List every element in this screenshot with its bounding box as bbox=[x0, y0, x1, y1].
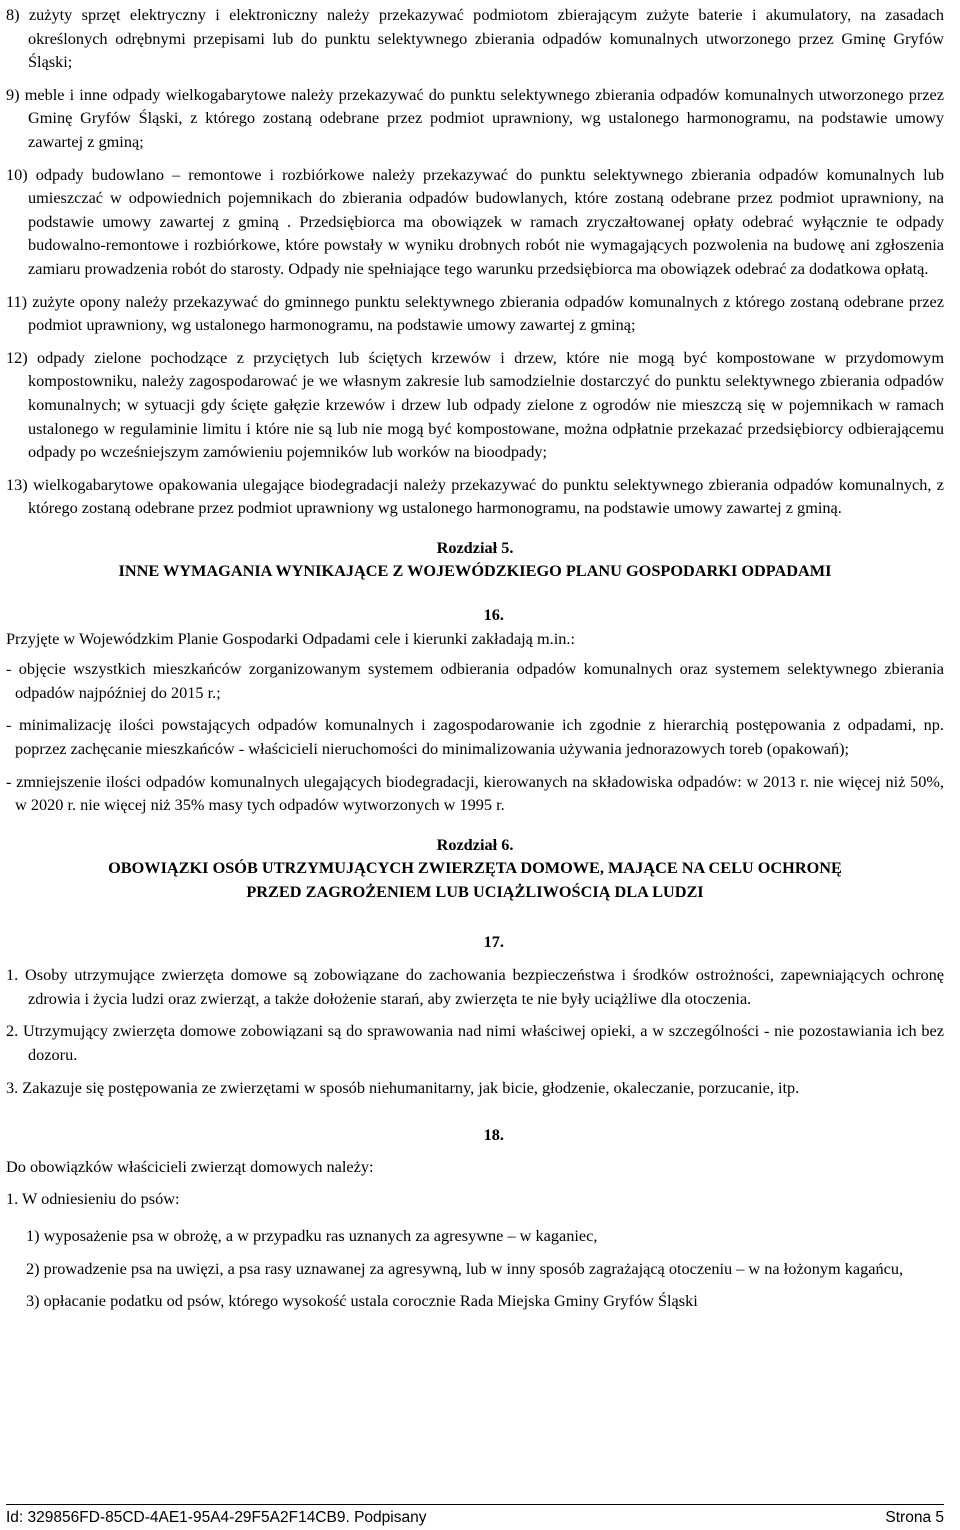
chapter-title-line-2: PRZED ZAGROŻENIEM LUB UCIĄŻLIWOŚCIĄ DLA LUDZI bbox=[246, 882, 704, 901]
document-page bbox=[6, 3, 944, 1322]
list-item: - minimalizację ilości powstających odpadów komunalnych i zagospodarowanie ich zgodnie z hierarchią postępowania z odpadami, np. poprzez zachęcanie mieszkańców - właścicieli nieruchomości do minimalizowania używania jednorazowych toreb (opakowań); bbox=[6, 715, 944, 759]
section-number: 18. bbox=[483, 1125, 504, 1145]
section-intro: Do obowiązków właścicieli zwierząt domowych należy: bbox=[6, 1156, 374, 1176]
list-item: 3. Zakazuje się postępowania ze zwierzętami w sposób niehumanitarny, jak bicie, głodzenie, okaleczanie, porzucanie, itp. bbox=[6, 1077, 800, 1097]
list-item: 11) zużyte opony należy przekazywać do gminnego punktu selektywnego zbierania odpadów komunalnych z którego zostaną odebrane przez podmiot uprawniony, wg ustalonego harmonogramu, na podstawie umowy zawartej z gminą; bbox=[6, 291, 944, 335]
page-number: Strona 5 bbox=[885, 1509, 944, 1526]
list-item: 13) wielkogabarytowe opakowania ulegające biodegradacji należy przekazywać do punktu selektywnego zbierania odpadów komunalnych, z którego zostaną odebrane przez podmiot uprawniony wg ustalonego harmonogramu, na podstawie umowy zawartej z gminą. bbox=[6, 474, 944, 518]
page-footer bbox=[6, 1504, 944, 1528]
sub-heading: 1. W odniesieniu do psów: bbox=[6, 1189, 180, 1209]
list-item: 9) meble i inne odpady wielkogabarytowe należy przekazywać do punktu selektywnego zbierania odpadów komunalnych utworzonego przez Gminę Gryfów Śląski, z którego zostaną odebrane przez podmiot uprawniony, wg ustalonego harmonogramu, na podstawie umowy zawartej z gminą; bbox=[6, 84, 944, 151]
chapter-title: INNE WYMAGANIA WYNIKAJĄCE Z WOJEWÓDZKIEGO PLANU GOSPODARKI ODPADAMI bbox=[118, 561, 832, 581]
section-number: 17. bbox=[483, 931, 504, 951]
chapter-title-line-1: OBOWIĄZKI OSÓB UTRZYMUJĄCYCH ZWIERZĘTA DOMOWE, MAJĄCE NA CELU OCHRONĘ bbox=[108, 858, 842, 878]
list-item: 12) odpady zielone pochodzące z przyciętych lub ściętych krzewów i drzew, które nie mogą być kompostowane w przydomowym kompostowniku, należy zagospodarować je we własnym zakresie lub samodzielnie dostarczyć do punktu selektywnego zbierania odpadów komunalnych; w sytuacji gdy ścięte gałęzie krzewów i drzew lub odpady zielone z ogrodów nie mieszczą się w pojemnikach w ramach ustalonego w regulaminie limitu i które nie są lub nie mogą być kompostowane, można odpłatnie przekazać przedsiębiorcy odbierającemu odpady po wcześniejszym zamówieniu pojemników lub worków na bioodpady; bbox=[6, 347, 944, 462]
list-item: 2) prowadzenie psa na uwięzi, a psa rasy uznawanej za agresywną, lub w inny sposób zagrażającą otoczeniu – w na łożonym kagańcu, bbox=[26, 1258, 904, 1278]
list-item: 10) odpady budowlano – remontowe i rozbiórkowe należy przekazywać do punktu selektywnego zbierania odpadów komunalnych lub umieszczać w odpowiednich pojemnikach do zbierania odpadów budowlanych, które zostaną odebrane przez podmiot uprawniony, na podstawie umowy zawartej z gminą . Przedsiębiorca ma obowiązek w ramach zryczałtowanej opłaty odebrać wyłącznie te odpady budowalno-remontowe i rozbiórkowe, które powstały w wyniku drobnych robót nie wymagających pozwolenia na budowę ani zgłoszenia zamiaru prowadzenia robót do starosty. Odpady nie spełniające tego warunku przedsiębiorca ma obowiązek odebrać za dodatkowa opłatą. bbox=[6, 164, 944, 278]
list-item: 8) zużyty sprzęt elektryczny i elektroniczny należy przekazywać podmiotom zbierającym zużyte baterie i akumulatory, na zasadach określonych odrębnymi przepisami lub do punktu selektywnego zbierania odpadów komunalnych utworzonego przez Gminę Gryfów Śląski; bbox=[6, 5, 944, 72]
list-item: - zmniejszenie ilości odpadów komunalnych ulegających biodegradacji, kierowanych na składowiska odpadów: w 2013 r. nie więcej niż 50%, w 2020 r. nie więcej niż 35% masy tych odpadów wytworzonych w 1995 r. bbox=[6, 771, 944, 815]
list-item: - objęcie wszystkich mieszkańców zorganizowanym systemem odbierania odpadów komunalnych oraz systemem selektywnego zbierania odpadów najpóźniej do 2015 r.; bbox=[6, 659, 944, 702]
chapter-label: Rozdział 5. bbox=[436, 537, 514, 557]
section-number: 16. bbox=[483, 605, 504, 625]
list-item: 3) opłacanie podatku od psów, którego wysokość ustala corocznie Rada Miejska Gminy Gryfów Śląski bbox=[26, 1291, 698, 1311]
list-item: 1) wyposażenie psa w obrożę, a w przypadku ras uznanych za agresywne – w kaganiec, bbox=[26, 1225, 598, 1245]
chapter-label: Rozdział 6. bbox=[436, 834, 514, 854]
document-id: Id: 329856FD-85CD-4AE1-95A4-29F5A2F14CB9. Podpisany bbox=[6, 1509, 427, 1526]
section-intro: Przyjęte w Wojewódzkim Planie Gospodarki Odpadami cele i kierunki zakładają m.in.: bbox=[6, 628, 575, 648]
list-item: 1. Osoby utrzymujące zwierzęta domowe są zobowiązane do zachowania bezpieczeństwa i środków ostrożności, zapewniających ochronę zdrowia i życia ludzi oraz zwierząt, a także dołożenie starań, aby zwierzęta te nie były uciążliwe dla otoczenia. bbox=[6, 965, 944, 1008]
list-item: 2. Utrzymujący zwierzęta domowe zobowiązani są do sprawowania nad nimi właściwej opieki, a w szczególności - nie pozostawiania ich bez dozoru. bbox=[6, 1021, 944, 1064]
